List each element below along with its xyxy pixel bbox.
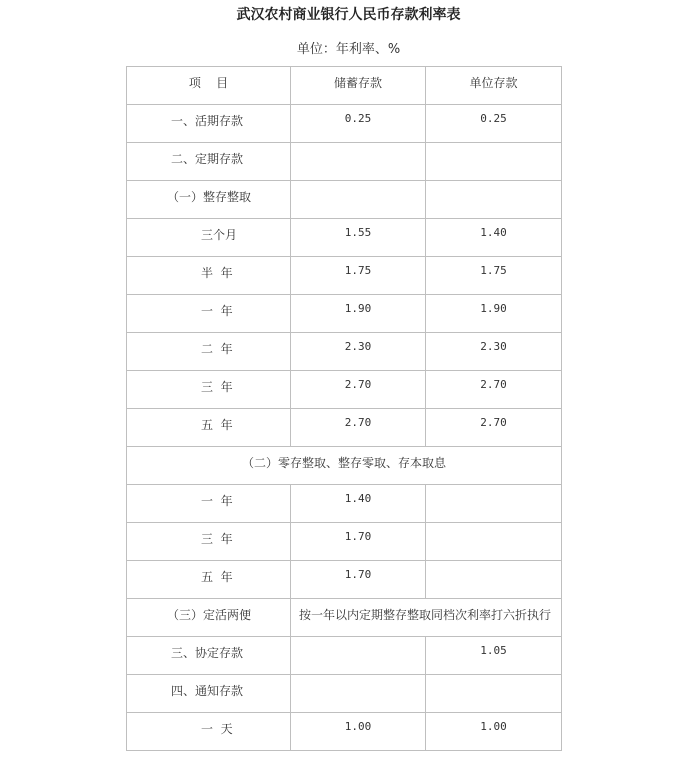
table-row xyxy=(127,599,562,637)
corporate-rate xyxy=(426,523,562,561)
row-label: 三个月 xyxy=(127,219,291,257)
corporate-rate: 2.30 xyxy=(426,333,562,371)
table-row xyxy=(127,105,562,143)
savings-rate: 1.00 xyxy=(291,713,426,751)
table-row xyxy=(127,181,562,219)
savings-rate: 1.75 xyxy=(291,257,426,295)
table-row xyxy=(127,637,562,675)
corporate-rate: 2.70 xyxy=(426,409,562,447)
corporate-rate: 1.00 xyxy=(426,713,562,751)
row-label: （一）整存整取 xyxy=(127,181,291,219)
header-savings: 储蓄存款 xyxy=(291,67,426,105)
row-label: 一 天 xyxy=(127,713,291,751)
table-header-row xyxy=(127,67,562,105)
row-label: （三）定活两便 xyxy=(127,599,291,637)
row-label: 五 年 xyxy=(127,561,291,599)
savings-rate: 1.70 xyxy=(291,561,426,599)
corporate-rate: 1.05 xyxy=(426,637,562,675)
table-row xyxy=(127,675,562,713)
corporate-rate xyxy=(426,485,562,523)
savings-rate xyxy=(291,637,426,675)
row-label: 四、通知存款 xyxy=(127,675,291,713)
header-item: 项 目 xyxy=(127,67,291,105)
corporate-rate xyxy=(426,143,562,181)
savings-rate: 1.40 xyxy=(291,485,426,523)
table-row xyxy=(127,561,562,599)
row-label: 半 年 xyxy=(127,257,291,295)
row-label: 三 年 xyxy=(127,371,291,409)
row-label: 五 年 xyxy=(127,409,291,447)
page-title: 武汉农村商业银行人民币存款利率表 xyxy=(236,7,461,23)
savings-rate xyxy=(291,181,426,219)
row-label: 一、活期存款 xyxy=(127,105,291,143)
table-section-row xyxy=(127,447,562,485)
savings-rate: 1.55 xyxy=(291,219,426,257)
table-row xyxy=(127,143,562,181)
row-label: 一 年 xyxy=(127,295,291,333)
table-row xyxy=(127,409,562,447)
table-row xyxy=(127,523,562,561)
table-row xyxy=(127,485,562,523)
header-corporate: 单位存款 xyxy=(426,67,562,105)
interest-rate-table xyxy=(126,66,562,751)
table-row xyxy=(127,257,562,295)
table-row xyxy=(127,333,562,371)
savings-rate xyxy=(291,143,426,181)
section-heading: （二）零存整取、整存零取、存本取息 xyxy=(127,447,562,485)
savings-rate: 2.70 xyxy=(291,371,426,409)
row-label: 三、协定存款 xyxy=(127,637,291,675)
savings-rate: 1.70 xyxy=(291,523,426,561)
savings-rate: 2.30 xyxy=(291,333,426,371)
row-label: 二 年 xyxy=(127,333,291,371)
row-label: 三 年 xyxy=(127,523,291,561)
unit-label: 单位：年利率、% xyxy=(296,42,401,57)
row-label: 二、定期存款 xyxy=(127,143,291,181)
table-row xyxy=(127,713,562,751)
corporate-rate: 2.70 xyxy=(426,371,562,409)
corporate-rate: 1.40 xyxy=(426,219,562,257)
corporate-rate xyxy=(426,561,562,599)
table-row xyxy=(127,371,562,409)
savings-rate: 0.25 xyxy=(291,105,426,143)
savings-rate xyxy=(291,675,426,713)
row-label: 一 年 xyxy=(127,485,291,523)
corporate-rate xyxy=(426,181,562,219)
corporate-rate xyxy=(426,675,562,713)
savings-rate: 2.70 xyxy=(291,409,426,447)
savings-rate: 1.90 xyxy=(291,295,426,333)
table-row xyxy=(127,219,562,257)
rate-note: 按一年以内定期整存整取同档次利率打六折执行 xyxy=(291,599,562,637)
corporate-rate: 0.25 xyxy=(426,105,562,143)
corporate-rate: 1.90 xyxy=(426,295,562,333)
corporate-rate: 1.75 xyxy=(426,257,562,295)
table-row xyxy=(127,295,562,333)
